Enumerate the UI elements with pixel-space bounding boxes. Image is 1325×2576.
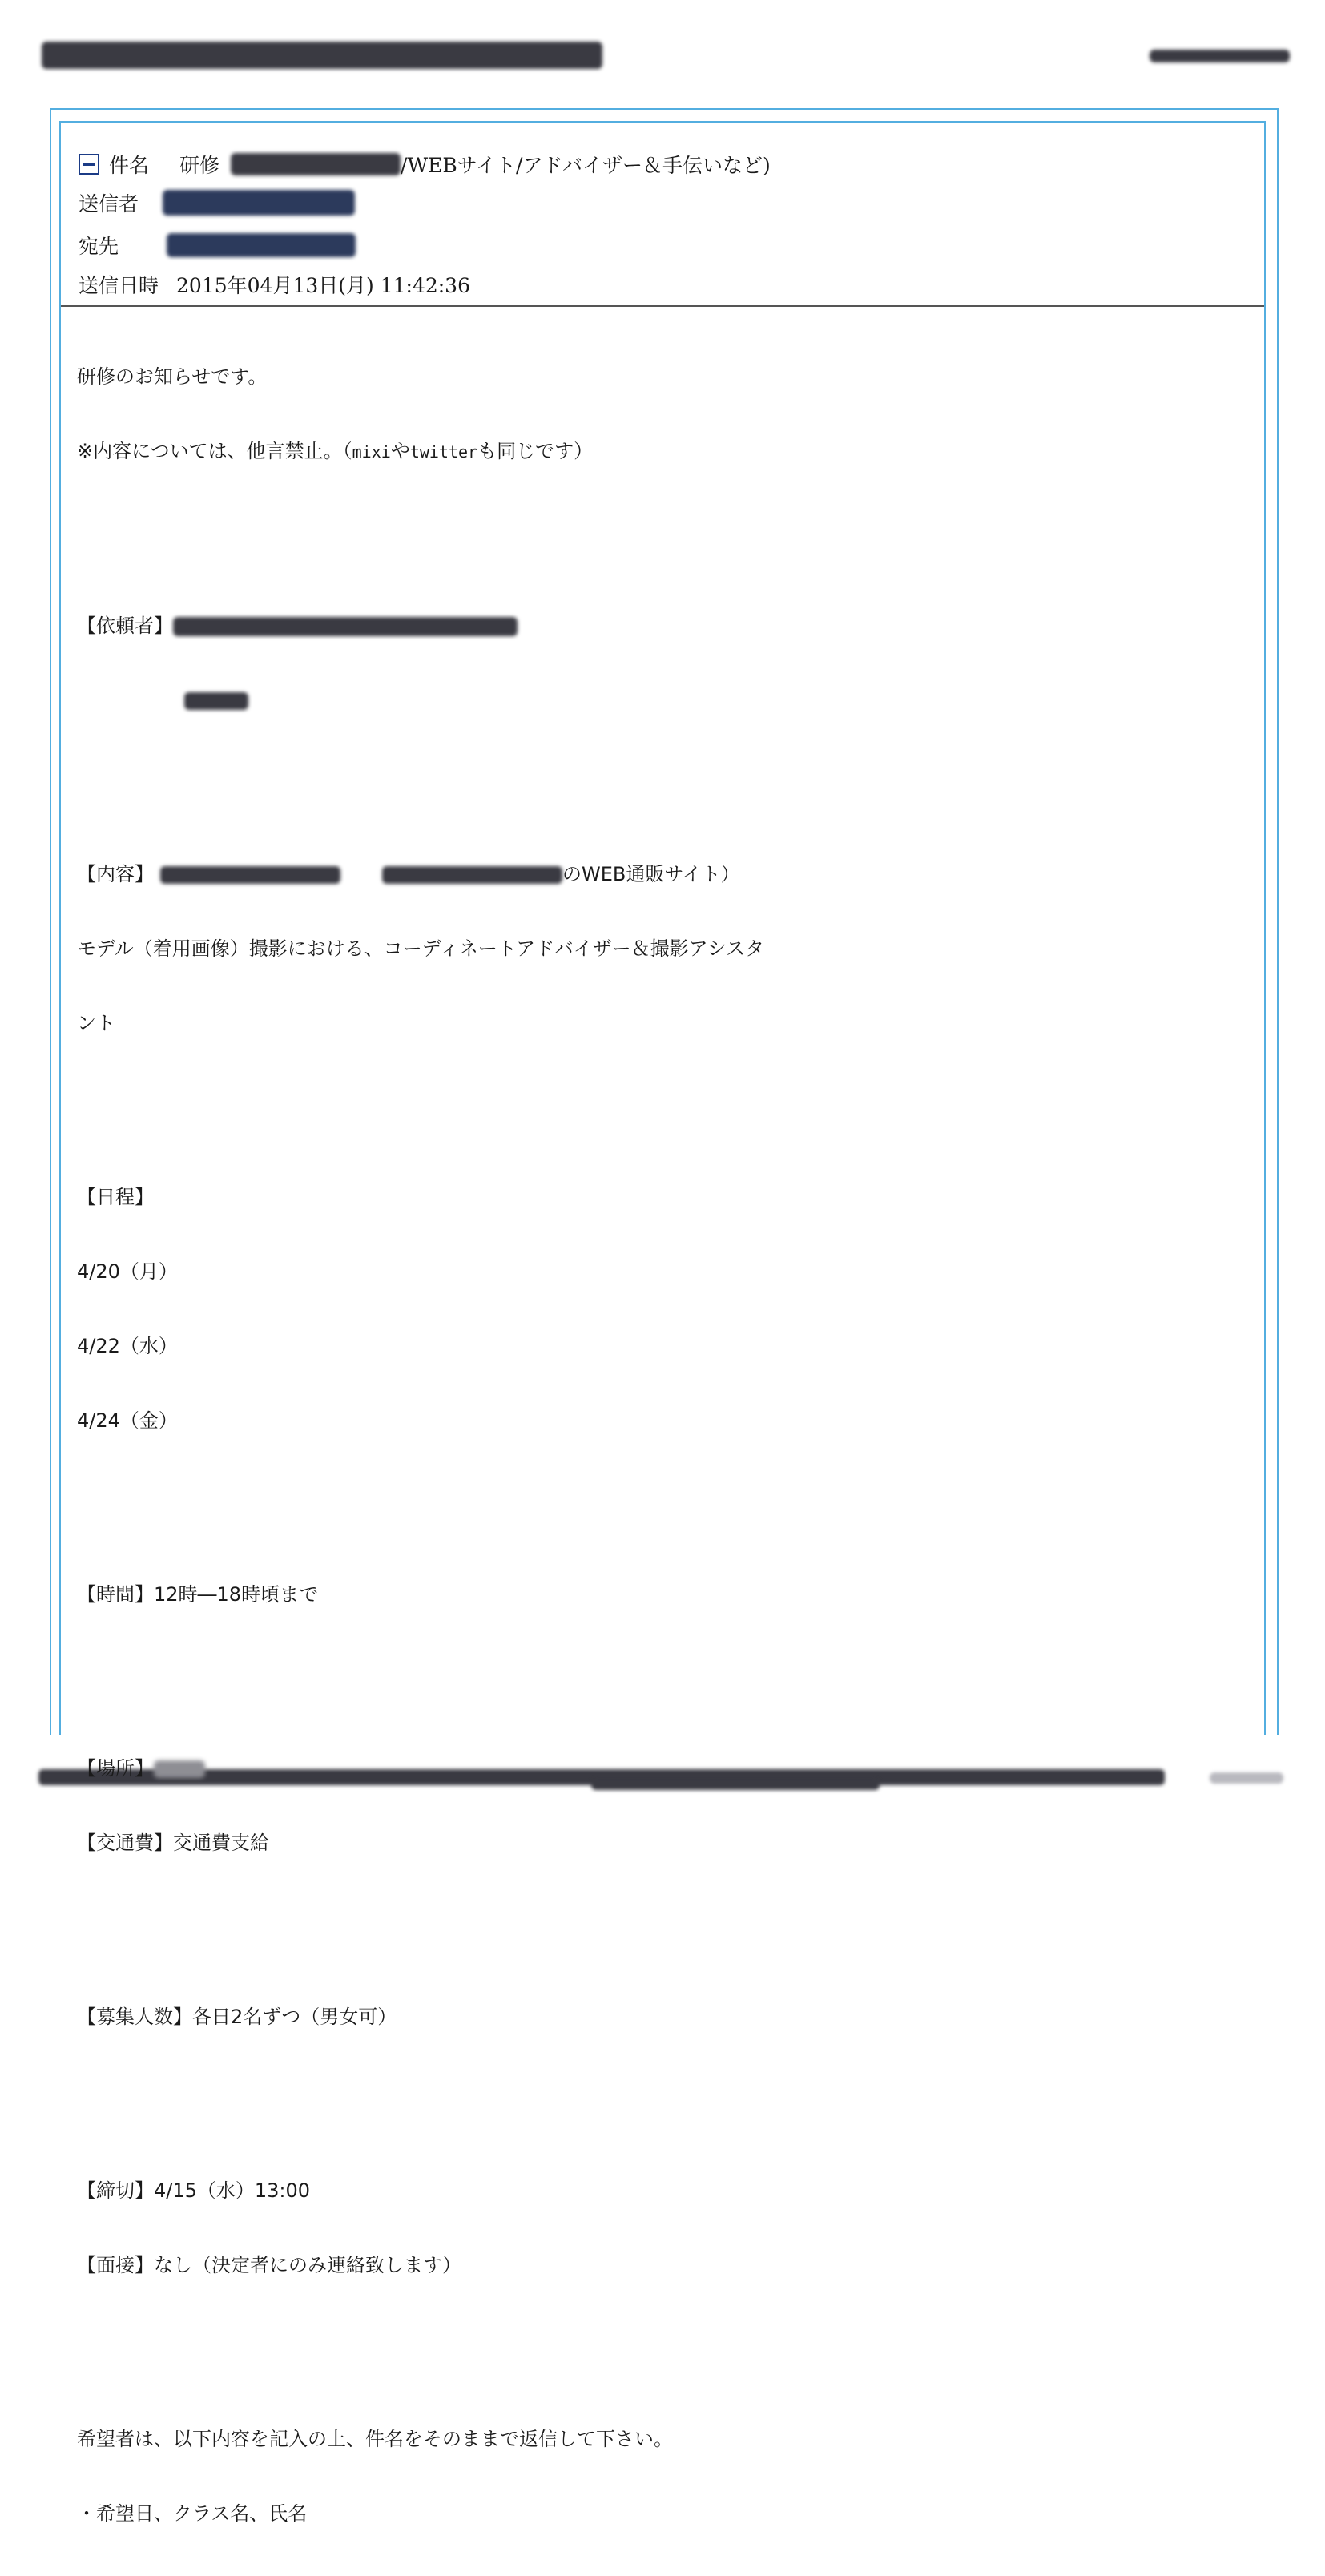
date-label: 送信日時 (79, 274, 159, 297)
redacted-content-1 (160, 866, 340, 884)
notice-ya: や (390, 440, 410, 462)
transport-label: 【交通費】 (77, 1832, 173, 1854)
redacted-subject-part (231, 153, 401, 175)
collapse-icon[interactable] (79, 154, 99, 175)
apply-fields: ・希望日、クラス名、氏名 (77, 2502, 308, 2525)
recruit-value: 各日2名ずつ（男女可） (192, 2006, 397, 2028)
redacted-sender (163, 190, 355, 216)
deadline-value: 4/15（水）13:00 (154, 2179, 311, 2202)
subject-suffix: /WEBサイト/アドバイザー＆手伝いなど) (401, 154, 771, 177)
schedule-date-3: 4/24（金） (77, 1409, 178, 1432)
content-line (77, 862, 1248, 887)
body-intro: 研修のお知らせです。 (77, 365, 268, 388)
schedule-date-2: 4/22（水） (77, 1335, 178, 1357)
time-value: 12時―18時頃まで (154, 1583, 319, 1606)
sender-row (79, 187, 355, 219)
date-row (79, 268, 470, 300)
notice-twitter: twitter (409, 442, 478, 462)
content-site: のWEB通販サイト） (562, 863, 740, 885)
content-label: 【内容】 (77, 863, 154, 885)
place-label: 【場所】 (77, 1757, 154, 1780)
schedule-label: 【日程】 (77, 1186, 154, 1208)
recruit-label: 【募集人数】 (77, 2006, 192, 2028)
notice-prefix: ※内容については、他言禁止。（ (77, 440, 352, 462)
redacted-place (154, 1760, 205, 1778)
subject-row (79, 148, 771, 180)
content-desc-1: モデル（着用画像）撮影における、コーディネートアドバイザー＆撮影アシスタ (77, 937, 764, 960)
mail-header (61, 123, 1264, 307)
subject-prefix: 研修 (179, 154, 220, 177)
place-line (77, 1756, 1248, 1781)
transport-value: 交通費支給 (173, 1832, 269, 1854)
recipient-row (79, 229, 356, 261)
interview-line (77, 2253, 1248, 2278)
content-desc-2: ント (77, 1012, 115, 1034)
subject-label: 件名 (109, 154, 150, 177)
date-value: 2015年04月13日(月) 11:42:36 (176, 274, 470, 297)
notice-suffix: も同じです） (477, 440, 594, 462)
redacted-requester (173, 617, 518, 636)
recruit-line (77, 2005, 1248, 2030)
deadline-label: 【締切】 (77, 2179, 154, 2202)
redacted-header-right-text (1150, 50, 1290, 62)
time-label: 【時間】 (77, 1583, 154, 1606)
interview-label: 【面接】 (77, 2254, 154, 2276)
requester-line (77, 614, 1248, 639)
transport-line (77, 1831, 1248, 1856)
mail-body (77, 315, 1248, 2576)
redacted-requester-2 (184, 692, 248, 710)
deadline-line (77, 2179, 1248, 2203)
redacted-header-text (42, 42, 602, 69)
mail-inner-frame (59, 121, 1266, 2525)
requester-label: 【依頼者】 (77, 615, 173, 637)
apply-instruction: 希望者は、以下内容を記入の上、件名をそのままで返信して下さい。 (77, 2428, 673, 2450)
notice-mixi: mixi (352, 442, 391, 462)
sender-label: 送信者 (79, 192, 139, 216)
recipient-label: 宛先 (79, 235, 119, 258)
body-notice (77, 439, 1248, 465)
requester-line-2 (77, 688, 1248, 713)
redacted-content-2 (382, 866, 562, 884)
schedule-date-1: 4/20（月） (77, 1260, 178, 1283)
interview-value: なし（決定者にのみ連絡致します） (154, 2254, 461, 2276)
mail-outer-frame (50, 108, 1279, 2525)
redacted-recipient (167, 233, 356, 257)
time-line (77, 1582, 1248, 1607)
